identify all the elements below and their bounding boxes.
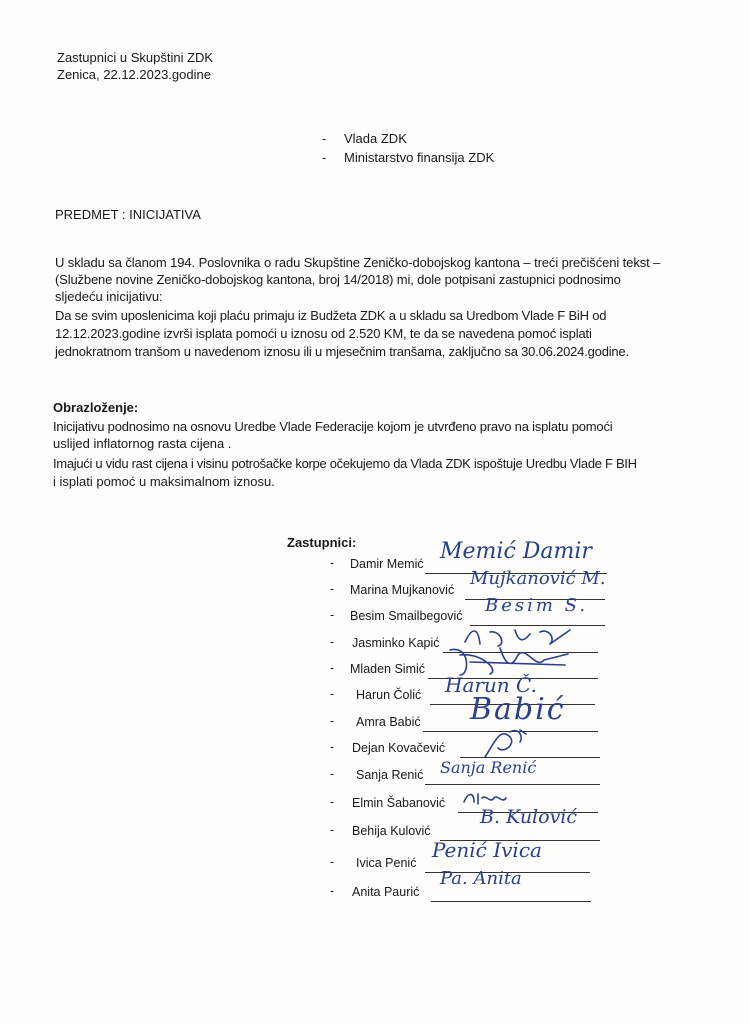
signatory-dash: -: [330, 582, 335, 596]
date-line: Zenica, 22.12.2023.godine: [57, 67, 211, 82]
body-line: jednokratnom tranšom u navedenom iznosu ili u mjesečnim tranšama, zaključno sa 30.06.2024.godine.: [55, 344, 629, 359]
signatory-dash: -: [330, 795, 335, 809]
handwritten-signature: [480, 722, 550, 762]
body-line: 12.12.2023.godine izvrši isplata pomoći u iznosu od 2.520 KM, te da se navedena pomoć isplati: [55, 326, 592, 341]
body-line: Da se svim uposlenicima koji plaću primaju iz Budžeta ZDK a u skladu sa Uredbom Vlade F BiH od: [55, 308, 607, 323]
recipient-name: Vlada ZDK: [344, 131, 407, 146]
signatory-name: Elmin Šabanović: [352, 796, 446, 810]
handwritten-signature: Penić Ivica: [432, 838, 542, 862]
signatory-name: Amra Babić: [356, 715, 421, 729]
signatory-dash: -: [330, 740, 335, 754]
signatory-name: Mladen Simić: [350, 662, 426, 676]
justification-heading: Obrazloženje:: [53, 400, 139, 415]
handwritten-signature: Babić: [470, 692, 566, 727]
signatory-name: Marina Mujkanović: [350, 583, 455, 597]
signatories-heading: Zastupnici:: [287, 535, 357, 550]
signatory-name: Jasminko Kapić: [352, 636, 440, 650]
signatory-name: Behija Kulović: [352, 824, 431, 838]
signatory-dash: -: [330, 687, 335, 701]
signatory-dash: -: [330, 714, 335, 728]
handwritten-signature: Sanja Renić: [440, 758, 537, 777]
recipient-name: Ministarstvo finansija ZDK: [344, 150, 495, 165]
signatory-name: Besim Smailbegović: [350, 609, 463, 623]
handwritten-signature: B. Kulović: [480, 806, 578, 828]
signatory-dash: -: [330, 608, 335, 622]
signatory-name: Damir Memić: [350, 557, 424, 571]
justification-line: uslijed inflatornog rasta cijena .: [53, 436, 232, 451]
signatory-dash: -: [330, 767, 335, 781]
signatory-dash: -: [330, 556, 335, 570]
body-line: (Službene novine Zeničko-dobojskog kantona, broj 14/2018) mi, dole potpisani zastupnici podnosimo: [55, 272, 621, 287]
sender-line: Zastupnici u Skupštini ZDK: [57, 50, 214, 65]
signatory-dash: -: [330, 823, 335, 837]
signatory-name: Anita Paurić: [352, 885, 420, 899]
handwritten-signature: Memić Damir: [440, 539, 592, 564]
justification-line: Inicijativu podnosimo na osnovu Uredbe Vlade Federacije kojom je utvrđeno pravo na isplatu pomoći: [53, 419, 613, 434]
signatory-dash: -: [330, 661, 335, 675]
handwritten-signature: Harun Č.: [445, 673, 537, 697]
signatory-dash: -: [330, 855, 335, 869]
signatory-name: Dejan Kovačević: [352, 741, 446, 755]
signatory-name: Ivica Penić: [356, 856, 417, 870]
recipient-dash: -: [322, 150, 327, 165]
justification-line: Imajući u vidu rast cijena i visinu potrošačke korpe očekujemo da Vlada ZDK ispoštuje Uredbu Vlade F BIH: [53, 456, 637, 471]
body-line: sljedeću inicijativu:: [55, 289, 163, 304]
signature-line: [425, 784, 600, 785]
handwritten-signature: Mujkanović M.: [470, 568, 606, 589]
signature-line: [431, 901, 591, 902]
subject-line: PREDMET : INICIJATIVA: [55, 207, 201, 222]
body-line: U skladu sa članom 194. Poslovnika o radu Skupštine Zeničko-dobojskog kantona – treći prečišćeni tekst –: [55, 255, 661, 270]
handwritten-signature: Pa. Anita: [440, 868, 522, 889]
signatory-dash: -: [330, 884, 335, 898]
signatory-name: Harun Čolić: [356, 688, 422, 702]
recipient-dash: -: [322, 131, 327, 146]
signatory-name: Sanja Renić: [356, 768, 424, 782]
signatory-dash: -: [330, 635, 335, 649]
justification-line: i isplati pomoć u maksimalnom iznosu.: [53, 474, 275, 489]
handwritten-signature: Besim S.: [485, 595, 589, 616]
